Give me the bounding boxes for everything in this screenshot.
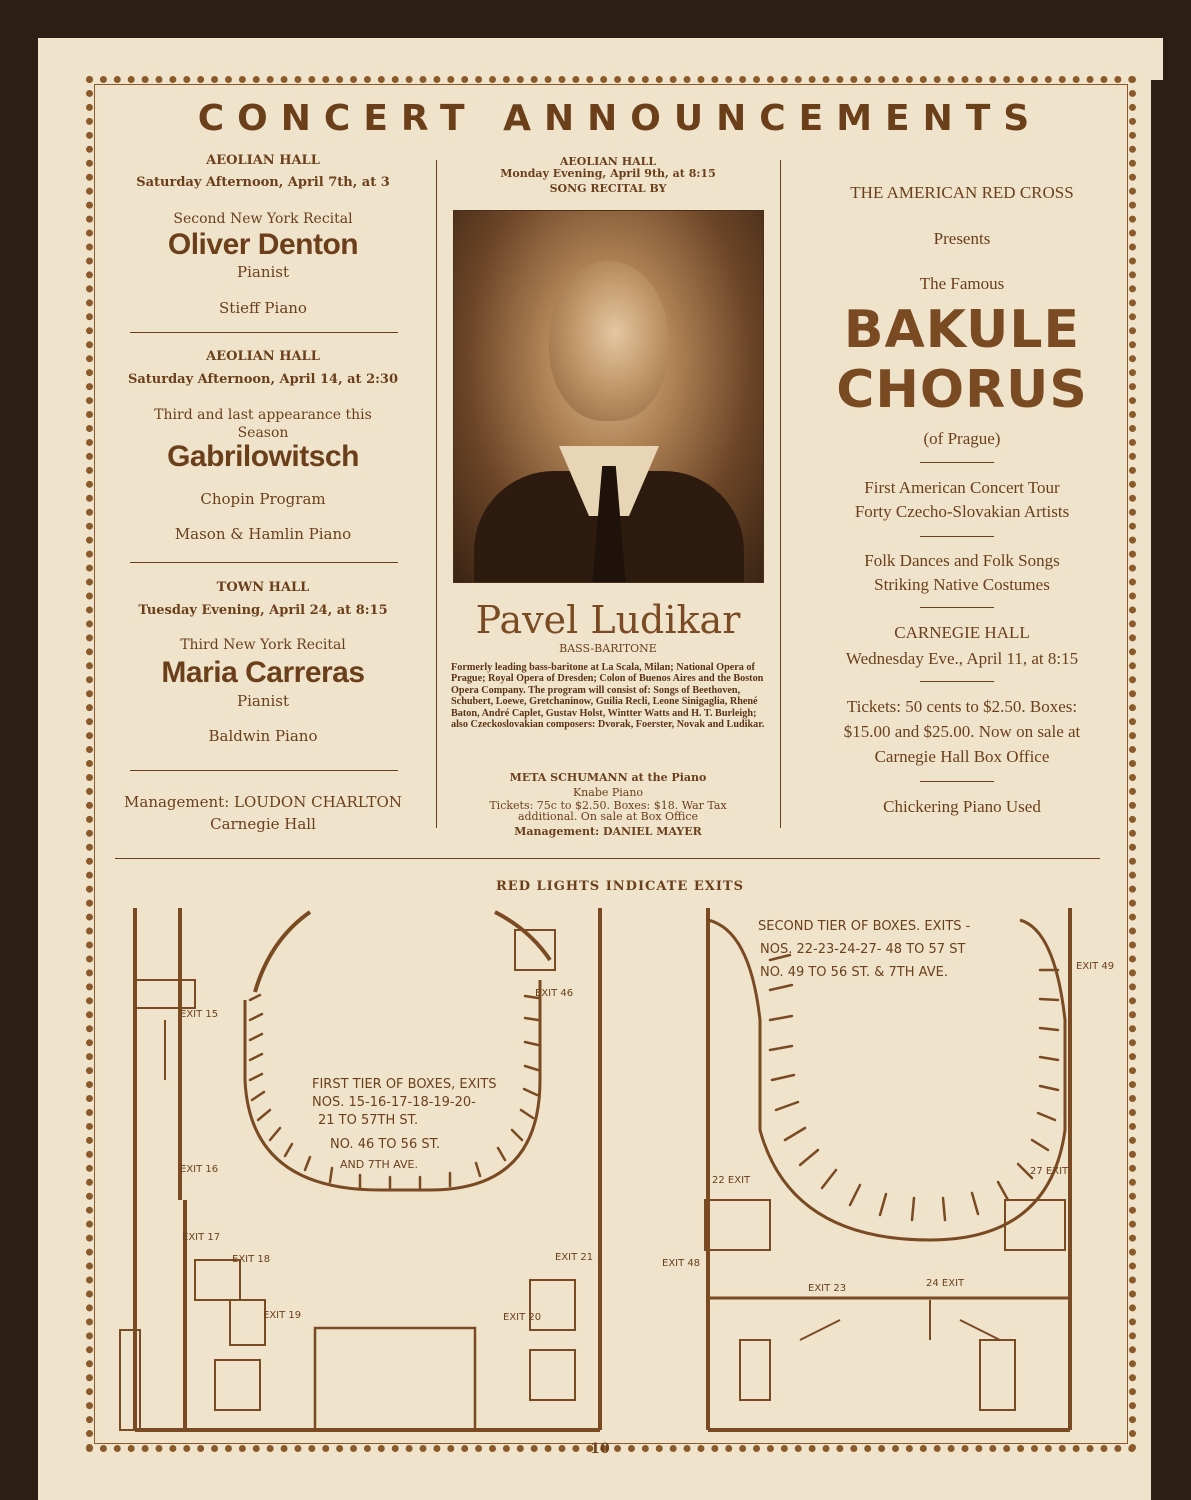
ludikar-piano: Knabe Piano [572,786,644,799]
event-1-lead: Second New York Recital [173,211,353,227]
exit-15-label: EXIT 15 [180,1009,219,1020]
ludikar-name: Pavel Ludikar [475,598,741,642]
divider [920,536,994,537]
second-tier-caption-1: SECOND TIER OF BOXES. EXITS - [758,919,971,934]
presents: Presents [933,229,991,248]
ludikar-venue: AEOLIAN HALL [559,155,657,168]
ludikar-management: Management: DANIEL MAYER [514,825,702,838]
exit-49-label: EXIT 49 [1076,961,1115,972]
ludikar-accompanist: META SCHUMANN at the Piano [509,771,707,784]
exit-22-label: 22 EXIT [712,1175,751,1186]
divider [130,332,398,333]
first-tier-caption-5: AND 7TH AVE. [340,1158,418,1171]
event-1-role: Pianist [236,263,290,281]
ludikar-bio: Formerly leading bass-baritone at La Scala, Milan; National Opera of Prague; Royal Opera of Dresden; Colon of Buenos Aires and the Boston Opera Company. [451,662,764,696]
exit-48-label: EXIT 48 [662,1258,701,1269]
second-tier-caption-3: NO. 49 TO 56 ST. & 7TH AVE. [760,965,948,980]
divider [920,462,994,463]
event-3-note: Baldwin Piano [208,727,318,745]
event-3-venue: TOWN HALL [216,580,310,595]
feature-line-1: Folk Dances and Folk Songs [864,551,1060,570]
divider [130,562,398,563]
exit-16-label: EXIT 16 [180,1164,219,1175]
ludikar-tickets: Tickets: 75c to $2.50. Boxes: $18. War Tax additional. On sale at Box Office [489,799,727,823]
first-tier-caption-1: FIRST TIER OF BOXES, EXITS [312,1077,497,1092]
torn-edge [1151,80,1191,1500]
origin: (of Prague) [923,429,1001,448]
management-line-2: Carnegie Hall [210,815,316,833]
bakule-title: BAKULE [843,300,1081,360]
ludikar-program: The program will consist of: Songs of Beethoven, Schubert, Loewe, Gretchaninow, Guilia Recli, Leone Sinigaglia, Rhené Baton, André Caplet, Gustav Holst, Wintter Watts and H. T. Burleigh; also Czeckoslovakian composers: Dvorak, Foerster, Novak and Ludikar. [451,684,765,731]
first-tier-caption-4: NO. 46 TO 56 ST. [330,1137,441,1152]
management-line-1: Management: LOUDON CHARLTON [124,793,402,811]
event-1-venue: AEOLIAN HALL [206,153,320,168]
event-3-lead: Third New York Recital [180,637,346,653]
first-tier-caption-3: 21 TO 57TH ST. [318,1113,419,1128]
event-2-when: Saturday Afternoon, April 14, at 2:30 [127,372,399,387]
event-3-when: Tuesday Evening, April 24, at 8:15 [138,603,388,618]
portrait-photo [453,210,764,583]
tour-line-2: Forty Czecho-Slovakian Artists [854,502,1070,521]
ludikar-voice: BASS-BARITONE [559,642,657,655]
divider [920,607,994,608]
first-tier-caption-2: NOS. 15-16-17-18-19-20- [312,1095,476,1110]
ludikar-description [451,662,765,730]
exit-46-label: EXIT 46 [535,988,574,999]
exit-17-label: EXIT 17 [182,1232,221,1243]
event-1-note: Stieff Piano [219,299,307,317]
exit-24-label: 24 EXIT [926,1278,965,1289]
carnegie-when: Wednesday Eve., April 11, at 8:15 [845,649,1079,668]
exit-floor-plans [100,900,1120,1445]
event-3-artist: Maria Carreras [161,656,365,689]
event-2-role: Chopin Program [200,490,326,508]
tickets-line-2: $15.00 and $25.00. Now on sale at [843,722,1081,741]
chickering: Chickering Piano Used [883,797,1041,816]
divider [130,770,398,771]
exit-19-label: EXIT 19 [263,1310,302,1321]
event-1-when: Saturday Afternoon, April 7th, at 3 [136,175,390,190]
event-2-lead: Third and last appearance this Season [154,407,372,441]
page-title: CONCERT ANNOUNCEMENTS [197,98,1043,139]
ludikar-when: Monday Evening, April 9th, at 8:15 [500,167,716,180]
event-1-artist: Oliver Denton [167,228,359,261]
ludikar-intro: SONG RECITAL BY [549,182,667,195]
section-divider [115,858,1100,859]
tickets-line-1: Tickets: 50 cents to $2.50. Boxes: [846,697,1078,716]
divider [920,781,994,782]
chorus-title: CHORUS [836,360,1088,420]
exit-20-label: EXIT 20 [503,1312,542,1323]
page-number: 10 [590,1441,610,1457]
carnegie-venue: CARNEGIE HALL [894,623,1030,642]
tour-line-1: First American Concert Tour [864,478,1060,497]
feature-line-2: Striking Native Costumes [874,575,1050,594]
tickets-line-3: Carnegie Hall Box Office [874,747,1050,766]
second-tier-caption-2: NOS. 22-23-24-27- 48 TO 57 ST [760,942,966,957]
column-divider [436,160,437,828]
exit-18-label: EXIT 18 [232,1254,271,1265]
diagram-title: RED LIGHTS INDICATE EXITS [496,879,744,894]
exit-27-label: 27 EXIT [1030,1166,1069,1177]
event-2-note: Mason & Hamlin Piano [174,525,352,543]
divider [920,681,994,682]
event-3-role: Pianist [236,692,290,710]
the-famous: The Famous [919,274,1005,293]
presenter: THE AMERICAN RED CROSS [850,183,1074,202]
exit-23-label: EXIT 23 [808,1283,847,1294]
exit-21-label: EXIT 21 [555,1252,594,1263]
event-2-artist: Gabrilowitsch [167,440,359,473]
event-2-venue: AEOLIAN HALL [206,349,320,364]
column-divider [780,160,781,828]
